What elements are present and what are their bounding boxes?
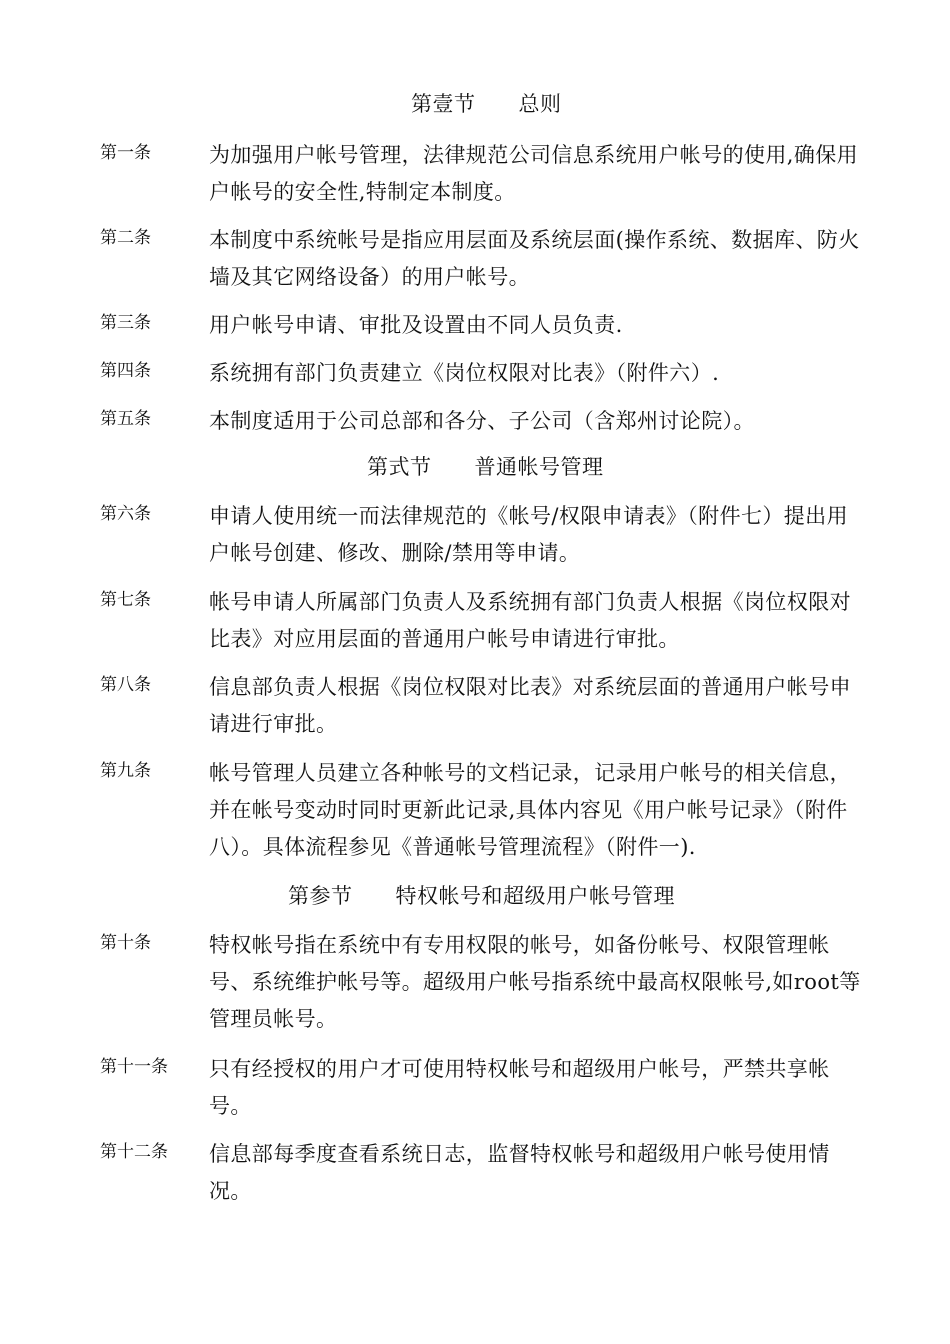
article-text: 为加强用户帐号管理，法律规范公司信息系统用户帐号的使用,确保用户帐号的安全性,特制定本制度。: [209, 143, 859, 204]
article-text: 申请人使用统一而法律规范的《帐号/权限申请表》（附件七）提出用户帐号创建、修改、删除/禁用等申请。: [209, 504, 848, 565]
article-text: 用户帐号申请、审批及设置由不同人员负责.: [209, 313, 623, 337]
article-text: 特权帐号指在系统中有专用权限的帐号，如备份帐号、权限管理帐号、系统维护帐号等。超级用户帐号指系统中最高权限帐号,如root等管理员帐号。: [209, 933, 861, 1031]
article-label: 第四条: [100, 361, 151, 381]
article-label: 第七条: [100, 590, 151, 610]
article-text: 信息部每季度查看系统日志，监督特权帐号和超级用户帐号使用情况。: [209, 1142, 830, 1203]
article-label: 第五条: [100, 409, 151, 429]
article-text: 只有经授权的用户才可使用特权帐号和超级用户帐号，严禁共享帐号。: [209, 1057, 830, 1118]
section-heading-2: 第式节 普通帐号管理: [367, 455, 604, 479]
article-label: 第十条: [100, 933, 151, 953]
article-label: 第九条: [100, 761, 151, 781]
section-heading-3: 第参节 特权帐号和超级用户帐号管理: [288, 884, 675, 908]
article-text: 信息部负责人根据《岗位权限对比表》对系统层面的普通用户帐号申请进行审批。: [209, 675, 851, 736]
article-label: 第八条: [100, 675, 151, 695]
article-text: 系统拥有部门负责建立《岗位权限对比表》（附件六）.: [209, 361, 720, 385]
article-text: 本制度中系统帐号是指应用层面及系统层面(操作系统、数据库、防火墙及其它网络设备）的用户帐号。: [209, 228, 860, 289]
article-label: 第三条: [100, 313, 151, 333]
article-text: 帐号管理人员建立各种帐号的文档记录，记录用户帐号的相关信息，并在帐号变动时同时更新此记录,具体内容见《用户帐号记录》（附件八）。具体流程参见《普通帐号管理流程》（附件一).: [209, 761, 851, 859]
article-text: 帐号申请人所属部门负责人及系统拥有部门负责人根据《岗位权限对比表》对应用层面的普通用户帐号申请进行审批。: [209, 590, 851, 651]
article-label: 第一条: [100, 143, 151, 163]
article-label: 第十二条: [100, 1142, 168, 1162]
article-label: 第十一条: [100, 1057, 168, 1077]
article-text: 本制度适用于公司总部和各分、子公司（含郑州讨论院）。: [209, 409, 755, 433]
article-label: 第二条: [100, 228, 151, 248]
section-heading-1: 第壹节 总则: [411, 92, 562, 116]
article-label: 第六条: [100, 504, 151, 524]
